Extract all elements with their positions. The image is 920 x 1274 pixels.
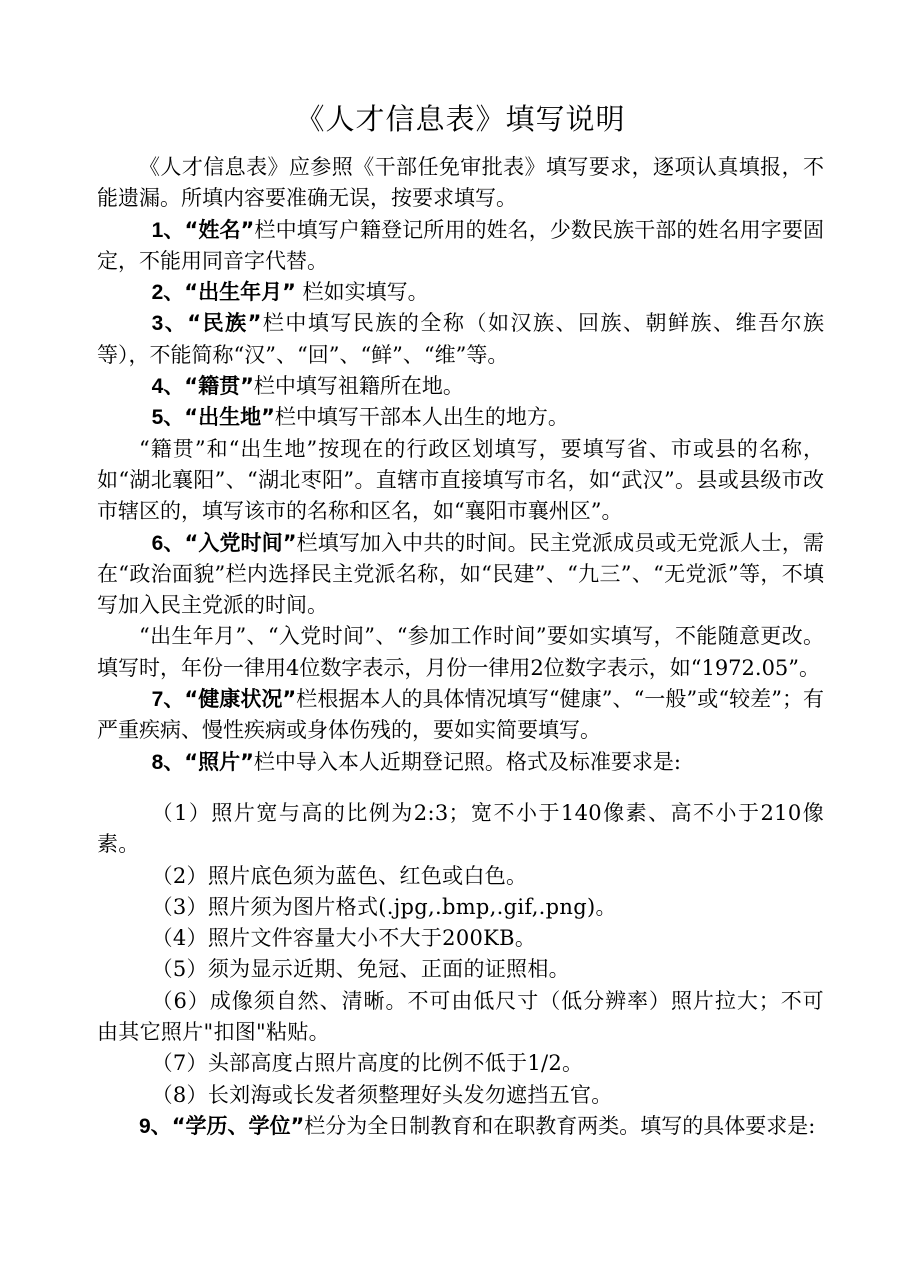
field-name: “学历、学位” bbox=[171, 1113, 305, 1138]
item-number: 6、 bbox=[151, 531, 185, 555]
place-note-paragraph: “籍贯”和“出生地”按现在的行政区划填写，要填写省、市或县的名称，如“湖北襄阳”、“湖北枣阳”。直辖市直接填写市名，如“武汉”。县或县级市改市辖区的，填写该市的名称和区名，如“襄阳市襄州区”。 bbox=[97, 436, 824, 524]
item-text: 栏中导入本人近期登记照。格式及标准要求是: bbox=[253, 749, 681, 774]
item-text: 栏根据本人的具体情况填写“健康”、“一般”或“较差”；有严重疾病、慢性疾病或身体伤残的，要如实简要填写。 bbox=[97, 687, 824, 743]
field-name: “民族” bbox=[187, 311, 262, 336]
item-number: 8、 bbox=[151, 750, 185, 774]
field-name: “健康状况” bbox=[184, 687, 297, 712]
spacer bbox=[97, 778, 824, 798]
time-note-paragraph: “出生年月”、“入党时间”、“参加工作时间”要如实填写，不能随意更改。填写时，年份一律用4位数字表示，月份一律用2位数字表示，如“1972.05”。 bbox=[97, 624, 824, 680]
item-number: 5、 bbox=[151, 406, 185, 430]
item-text: 栏中填写祖籍所在地。 bbox=[253, 374, 464, 399]
photo-rule: （1）照片宽与高的比例为2:3；宽不小于140像素、高不小于210像素。 bbox=[97, 800, 824, 857]
item-number: 7、 bbox=[151, 688, 185, 712]
item-health bbox=[97, 684, 824, 747]
item-text: 栏如实填写。 bbox=[295, 280, 429, 305]
field-name: “姓名” bbox=[184, 217, 255, 242]
photo-rule: （2）照片底色须为蓝色、红色或白色。 bbox=[151, 863, 528, 888]
item-education-degree bbox=[97, 1111, 824, 1142]
item-text: 栏填写加入中共的时间。民主党派成员或无党派人士，需在“政治面貌”栏内选择民主党派名称，如“民建”、“九三”、“无党派”等，不填写加入民主党派的时间。 bbox=[97, 530, 824, 618]
item-ethnicity bbox=[97, 308, 824, 371]
item-number: 3、 bbox=[151, 312, 188, 336]
photo-rule: （6）成像须自然、清晰。不可由低尺寸（低分辨率）照片拉大；不可由其它照片"扣图"粘贴。 bbox=[97, 988, 824, 1045]
item-name bbox=[97, 215, 824, 278]
item-native-place bbox=[97, 371, 824, 402]
photo-rule: （3）照片须为图片格式(.jpg,.bmp,.gif,.png)。 bbox=[151, 894, 617, 919]
item-number: 9、 bbox=[139, 1114, 172, 1138]
item-photo bbox=[97, 747, 824, 778]
field-name: “照片” bbox=[184, 749, 254, 774]
item-party-join-date bbox=[97, 528, 824, 622]
intro-paragraph: 《人才信息表》应参照《干部任免审批表》填写要求，逐项认真填报，不能遗漏。所填内容要准确无误，按要求填写。 bbox=[97, 155, 824, 211]
photo-rule: （4）照片文件容量大小不大于200KB。 bbox=[151, 926, 537, 951]
item-birthplace bbox=[97, 402, 824, 433]
item-text: 栏分为全日制教育和在职教育两类。填写的具体要求是: bbox=[304, 1113, 816, 1138]
item-birth-date bbox=[97, 277, 824, 308]
field-name: “出生年月” bbox=[184, 280, 296, 305]
item-text: 栏中填写民族的全称（如汉族、回族、朝鲜族、维吾尔族等），不能简称“汉”、“回”、“鲜”、“维”等。 bbox=[97, 311, 824, 367]
photo-rule: （8）长刘海或长发者须整理好头发勿遮挡五官。 bbox=[151, 1082, 613, 1107]
field-name: “籍贯” bbox=[184, 374, 254, 399]
item-text: 栏中填写户籍登记所用的姓名，少数民族干部的姓名用字要固定，不能用同音字代替。 bbox=[97, 217, 824, 273]
item-number: 4、 bbox=[151, 375, 185, 399]
field-name: “出生地” bbox=[184, 405, 275, 430]
field-name: “入党时间” bbox=[184, 530, 297, 555]
item-number: 1、 bbox=[151, 218, 185, 242]
item-text: 栏中填写干部本人出生的地方。 bbox=[274, 405, 569, 430]
item-number: 2、 bbox=[151, 281, 185, 305]
photo-rule: （5）须为显示近期、免冠、正面的证照相。 bbox=[151, 957, 570, 982]
document-title: 《人才信息表》填写说明 bbox=[295, 102, 626, 136]
photo-rule: （7）头部高度占照片高度的比例不低于1/2。 bbox=[151, 1051, 584, 1076]
